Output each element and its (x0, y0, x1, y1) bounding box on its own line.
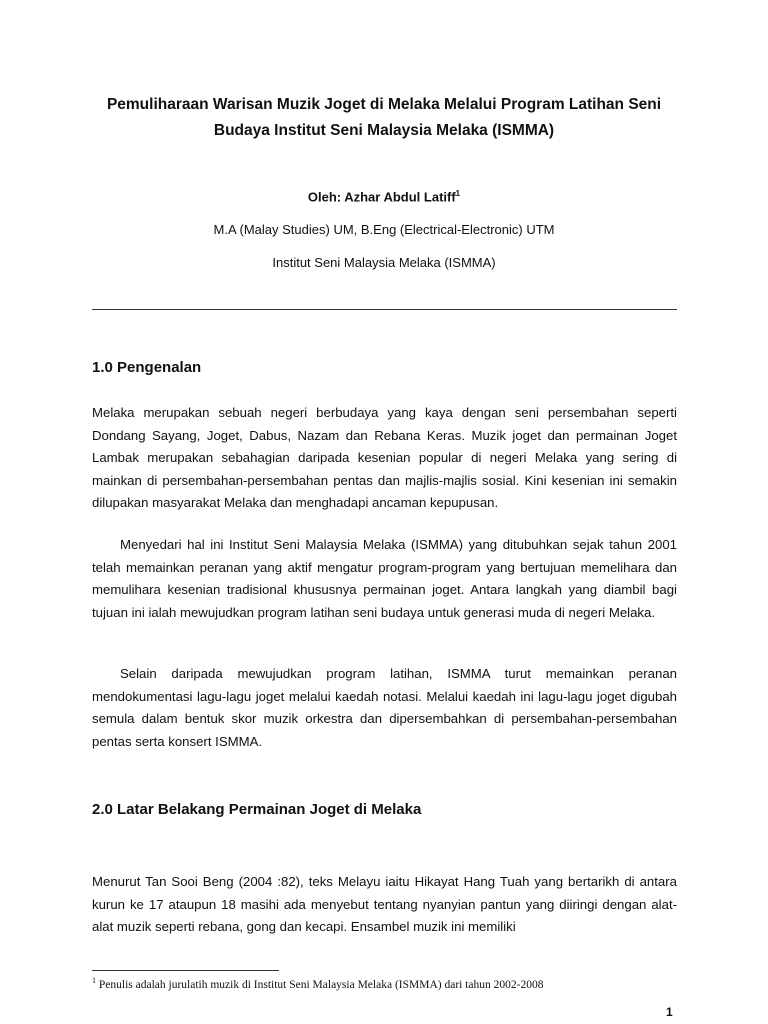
paragraph-4: Menurut Tan Sooi Beng (2004 :82), teks Melayu iaitu Hikayat Hang Tuah yang bertarikh di antara kurun ke 17 ataupun 18 masihi ada menyebut tentang nyanyian pantun yang diiringi dengan alat-alat muzik seperti rebana, gong dan kecapi. Ensambel muzik ini memiliki (92, 874, 677, 934)
paragraph-3: Selain daripada mewujudkan program latihan, ISMMA turut memainkan peranan mendokumentasi lagu-lagu joget melalui kaedah notasi. Melalui kaedah ini lagu-lagu joget digubah semula dalam bentuk skor muzik orkestra dan dipersembahkan di persembahan-persembahan pentas serta konsert ISMMA. (92, 666, 677, 749)
author-institution: Institut Seni Malaysia Melaka (ISMMA) (272, 255, 496, 270)
footnote-divider (92, 970, 279, 971)
paragraph-2: Menyedari hal ini Institut Seni Malaysia Melaka (ISMMA) yang ditubuhkan sejak tahun 2001 telah memainkan peranan yang aktif mengatur program-program yang bertujuan memelihara dan memulihara kesenian tradisional khususnya permainan joget. Antara langkah yang diambil bagi tujuan ini ialah mewujudkan program latihan seni budaya untuk generasi muda di negeri Melaka. (92, 537, 677, 620)
paragraph-1: Melaka merupakan sebuah negeri berbudaya yang kaya dengan seni persembahan seperti Dondang Sayang, Joget, Dabus, Nazam dan Rebana Keras. Muzik joget dan permainan Joget Lambak merupakan sebahagian daripada kesenian popular di negeri Melaka yang sering di mainkan di persembahan-persembahan pentas dan majlis-majlis sosial. Kini kesenian ini semakin dilupakan masyarakat Melaka dan menghadapi ancaman kepupusan. (92, 405, 677, 510)
paper-title: Pemuliharaan Warisan Muzik Joget di Melaka Melalui Program Latihan Seni Budaya Institut Seni Malaysia Melaka (ISMMA) (106, 96, 662, 139)
author-credentials: M.A (Malay Studies) UM, B.Eng (Electrical-Electronic) UTM (213, 222, 555, 237)
section-heading-2: 2.0 Latar Belakang Permainan Joget di Melaka (92, 801, 422, 818)
author-name: Oleh: Azhar Abdul Latiff (307, 189, 456, 205)
footnote-text: Penulis adalah jurulatih muzik di Institut Seni Malaysia Melaka (ISMMA) dari tahun 2002-2008 (98, 978, 544, 991)
page-number: 1 (666, 1005, 673, 1019)
footnote-mark: 1 (92, 976, 96, 985)
author-footnote-mark: 1 (455, 189, 461, 198)
section-heading-1: 1.0 Pengenalan (92, 359, 202, 376)
author-line (92, 189, 676, 204)
footnote (92, 976, 677, 991)
header-divider (92, 309, 677, 310)
